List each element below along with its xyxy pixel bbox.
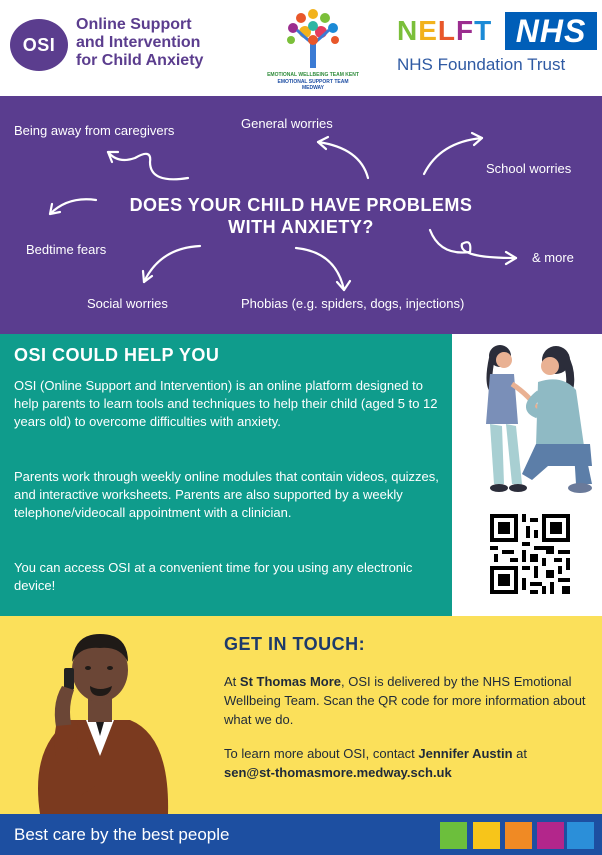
color-square [505, 822, 532, 849]
osi-title [76, 16, 236, 70]
contact-text: , OSI is delivered by the NHS Emotional Wellbeing Team. Scan the QR code for more information about what we do. [224, 674, 586, 727]
contact-paragraph-1 [224, 672, 594, 729]
contact-text: at [512, 746, 528, 761]
parent-child-illustration [452, 334, 602, 504]
arrow-phobias-icon [296, 248, 344, 290]
footer-tagline: Best care by the best people [14, 825, 230, 844]
worry-school: School worries [486, 161, 572, 176]
emotional-wellbeing-logo [263, 6, 363, 92]
side-panel [452, 334, 602, 616]
nelft-letter: T [474, 15, 493, 46]
nelft-letter: E [418, 15, 438, 46]
nelft-letter: N [397, 15, 419, 46]
tree-icon [283, 6, 343, 70]
osi-logo: OSI [10, 19, 68, 71]
contact-text: At [224, 674, 240, 689]
question-line: WITH ANXIETY? [228, 217, 374, 237]
anxiety-question [80, 194, 522, 238]
contact-section [0, 616, 602, 814]
osi-paragraph-2: Parents work through weekly online modules that contain videos, quizzes, and interactive worksheets. Parents are also supported by a weekly telephone/videocall appointment with a clinician. [14, 469, 439, 520]
osi-paragraph-1: OSI (Online Support and Intervention) is an online platform designed to help parents to learn tools and techniques to help their child (aged 5 to 12 years old) to overcome difficulties with anxiety. [14, 378, 438, 429]
footer [0, 814, 602, 855]
contact-email-link[interactable]: sen@st-thomasmore.medway.sch.uk [224, 765, 452, 780]
worry-phobias: Phobias (e.g. spiders, dogs, injections) [241, 296, 465, 311]
osi-title-line: Online Support [76, 16, 192, 33]
nhs-logo: NHS [505, 12, 597, 50]
color-square [567, 822, 594, 849]
qr-code[interactable] [486, 510, 574, 598]
ewb-line: EMOTIONAL SUPPORT TEAM [277, 79, 349, 85]
color-square [473, 822, 500, 849]
worry-general: General worries [241, 116, 333, 131]
arrow-school-icon [424, 138, 482, 174]
school-name: St Thomas More [239, 674, 342, 689]
nelft-letter: F [456, 15, 475, 46]
worry-bedtime: Bedtime fears [26, 242, 107, 257]
osi-title-line: and Intervention [76, 34, 201, 51]
color-square [440, 822, 467, 849]
color-square [537, 822, 564, 849]
worry-caregivers: Being away from caregivers [14, 123, 175, 138]
nelft-logo [397, 14, 492, 48]
osi-paragraph-3: You can access OSI at a convenient time for you using any electronic device! [14, 560, 413, 593]
man-on-phone-illustration [0, 616, 200, 814]
contact-name: Jennifer Austin [418, 746, 513, 761]
question-line: DOES YOUR CHILD HAVE PROBLEMS [129, 195, 473, 215]
nhs-trust-name: NHS Foundation Trust [397, 55, 566, 74]
ewb-line: EMOTIONAL WELLBEING TEAM KENT [267, 72, 359, 78]
contact-paragraph-2 [224, 744, 594, 782]
header [0, 0, 602, 96]
osi-info-section [0, 334, 452, 616]
osi-title-line: for Child Anxiety [76, 52, 204, 69]
worry-social: Social worries [87, 296, 168, 311]
arrow-caregivers-icon [108, 152, 188, 179]
osi-heading: OSI COULD HELP YOU [14, 345, 220, 365]
contact-text: To learn more about OSI, contact [224, 746, 419, 761]
ewb-line: MEDWAY [301, 85, 325, 91]
worry-more: & more [532, 250, 574, 265]
anxiety-section [0, 96, 602, 334]
contact-heading: GET IN TOUCH: [224, 634, 366, 654]
nelft-letter: L [437, 15, 457, 46]
